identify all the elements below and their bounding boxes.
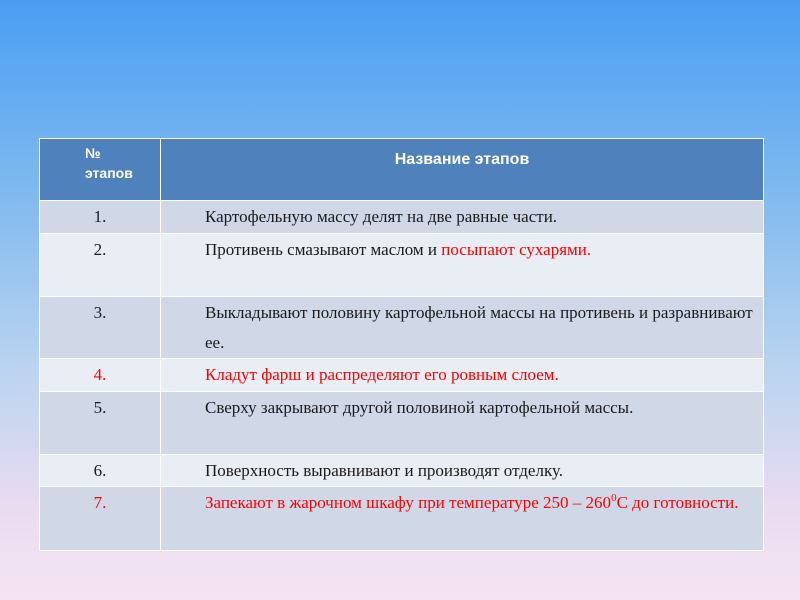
step-description: Выкладывают половину картофельной массы на противень и разравнивают ее. [161,297,764,359]
step-text-end: С до готовности. [616,493,739,512]
table-row [40,487,764,551]
table-row [40,201,764,234]
header-row [40,139,764,201]
step-number: 4. [40,359,161,392]
header-stages-word: этапов [85,165,133,181]
step-description [161,487,764,551]
step-number: 3. [40,297,161,359]
table-row [40,455,764,487]
degree-superscript: 0 [611,492,617,504]
step-description: Картофельную массу делят на две равные части. [161,201,764,234]
step-number: 6. [40,455,161,487]
step-description [161,234,764,297]
step-text: Запекают в жарочном шкафу при температуре 250 – 260 [205,493,612,512]
step-description: Поверхность выравнивают и производят отделку. [161,455,764,487]
step-text: Противень смазывают маслом и [205,240,442,259]
step-number: 2. [40,234,161,297]
header-step-number [40,139,161,201]
table-row [40,234,764,297]
header-stage-name: Название этапов [161,139,764,201]
table-row [40,392,764,455]
step-description: Кладут фарш и распределяют его ровным слоем. [161,359,764,392]
step-number: 5. [40,392,161,455]
table-row [40,359,764,392]
header-number-sign: № [85,145,101,161]
step-description: Сверху закрывают другой половиной картофельной массы. [161,392,764,455]
step-number: 7. [40,487,161,551]
table-row [40,297,764,359]
step-number: 1. [40,201,161,234]
step-text-highlight: посыпают сухарями. [441,240,592,259]
steps-table [39,138,764,551]
